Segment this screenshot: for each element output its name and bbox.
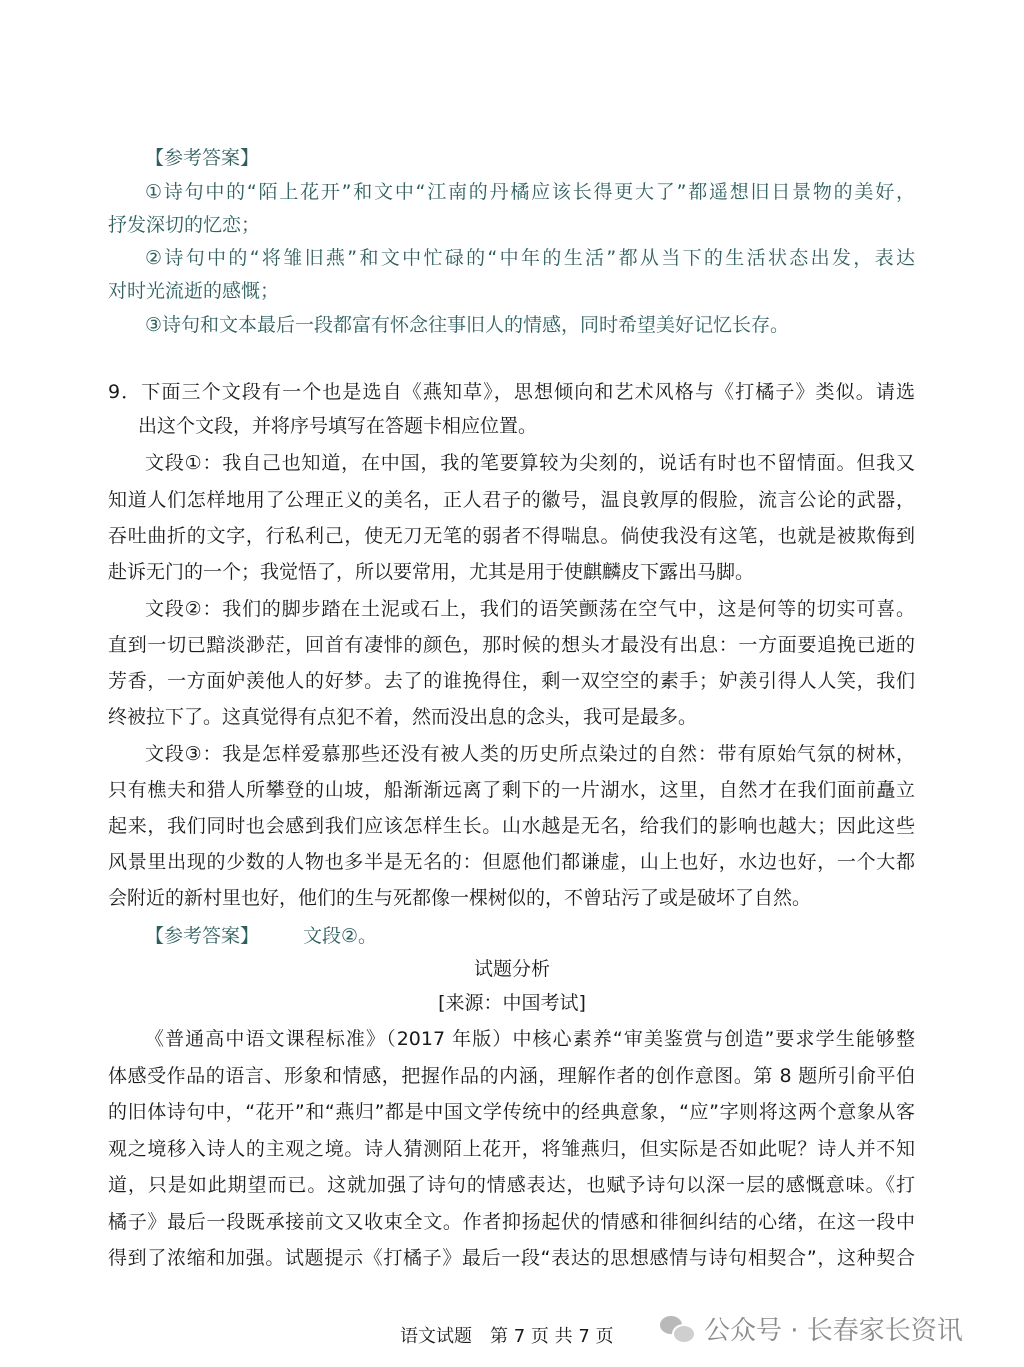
answer-line: 对时光流逝的感慨；	[108, 280, 280, 302]
passage-3-line: 只有樵夫和猎人所攀登的山坡，船渐渐远离了剩下的一片湖水，这里，自然才在我们面前矗立	[108, 779, 915, 801]
watermark-text: 公众号 · 长春家长资讯	[704, 1316, 963, 1346]
question-9-line: 9．下面三个文段有一个也是选自《燕知草》，思想倾向和艺术风格与《打橘子》类似。请选	[108, 381, 915, 403]
passage-3-line: 风景里出现的少数的人物也多半是无名的：但愿他们都谦虚，山上也好，水边也好，一个大都	[108, 851, 915, 873]
analysis-title: 试题分析	[473, 958, 550, 980]
analysis-line: 得到了浓缩和加强。试题提示《打橘子》最后一段“表达的思想感情与诗句相契合”，这种契合	[108, 1247, 915, 1269]
analysis-line: 道，只是如此期望而已。这就加强了诗句的情感表达，也赋予诗句以深一层的感慨意味。《打	[108, 1174, 915, 1196]
answer-line: ②诗句中的“将雏旧燕”和文中忙碌的“中年的生活”都从当下的生活状态出发，表达	[145, 247, 915, 269]
analysis-line: 观之境移入诗人的主观之境。诗人猜测陌上花开，将雏燕归，但实际是否如此呢？诗人并不知	[108, 1138, 915, 1160]
passage-2-line: 文段②：我们的脚步踏在土泥或石上，我们的语笑颤荡在空气中，这是何等的切实可喜。	[145, 598, 915, 620]
answer-line: 抒发深切的忆恋；	[108, 214, 261, 236]
answer-value: 文段②。	[303, 925, 378, 947]
analysis-line: 的旧体诗句中，“花开”和“燕归”都是中国文学传统中的经典意象，“应”字则将这两个意象从客	[108, 1101, 915, 1123]
passage-3-line: 起来，我们同时也会感到我们应该怎样生长。山水越是无名，给我们的影响也越大；因此这些	[108, 815, 915, 837]
passage-1-line: 吞吐曲折的文字，行私利己，使无刀无笔的弱者不得喘息。倘使我没有这笔，也就是被欺侮到	[108, 525, 915, 547]
analysis-line: 体感受作品的语言、形象和情感，把握作品的内涵，理解作者的创作意图。第 8 题所引俞平伯	[108, 1065, 915, 1087]
answer-line: ③诗句和文本最后一段都富有怀念往事旧人的情感，同时希望美好记忆长存。	[145, 314, 790, 336]
passage-1-line: 知道人们怎样地用了公理正义的美名，正人君子的徽号，温良敦厚的假脸，流言公论的武器，	[108, 489, 915, 511]
passage-2-line: 直到一切已黯淡渺茫，回首有凄悱的颜色，那时候的想头才最没有出息：一方面要追挽已逝的	[108, 634, 915, 656]
answer-label: 【参考答案】	[145, 925, 260, 947]
passage-1-line: 文段①：我自己也知道，在中国，我的笔要算较为尖刻的，说话有时也不留情面。但我又	[145, 452, 915, 474]
answer-line: ①诗句中的“陌上花开”和文中“江南的丹橘应该长得更大了”都遥想旧日景物的美好，	[145, 181, 915, 203]
watermark	[660, 1310, 963, 1347]
passage-2-line: 终被拉下了。这真觉得有点犯不着，然而没出息的念头，我可是最多。	[108, 706, 698, 728]
wechat-icon	[660, 1314, 694, 1344]
passage-3-line: 会附近的新村里也好，他们的生与死都像一棵树似的，不曾玷污了或是破坏了自然。	[108, 887, 812, 909]
page-number: 语文试题 第 7 页 共 7 页	[400, 1326, 614, 1347]
analysis-line: 《普通高中语文课程标准》（2017 年版）中核心素养“审美鉴赏与创造”要求学生能够整	[145, 1028, 915, 1050]
passage-3-line: 文段③：我是怎样爱慕那些还没有被人类的历史所点染过的自然：带有原始气氛的树林，	[145, 743, 915, 765]
analysis-line: 橘子》最后一段既承接前文又收束全文。作者抑扬起伏的情感和徘徊纠结的心绪，在这一段中	[108, 1211, 915, 1233]
passage-1-line: 赴诉无门的一个；我觉悟了，所以要常用，尤其是用于使麒麟皮下露出马脚。	[108, 561, 755, 583]
answer-label: 【参考答案】	[145, 147, 260, 169]
passage-2-line: 芳香，一方面妒羡他人的好梦。去了的谁挽得住，剩一双空空的素手；妒羡引得人人笑，我们	[108, 670, 915, 692]
analysis-source: [来源：中国考试]	[438, 992, 586, 1014]
question-9-line: 出这个文段，并将序号填写在答题卡相应位置。	[138, 415, 538, 437]
